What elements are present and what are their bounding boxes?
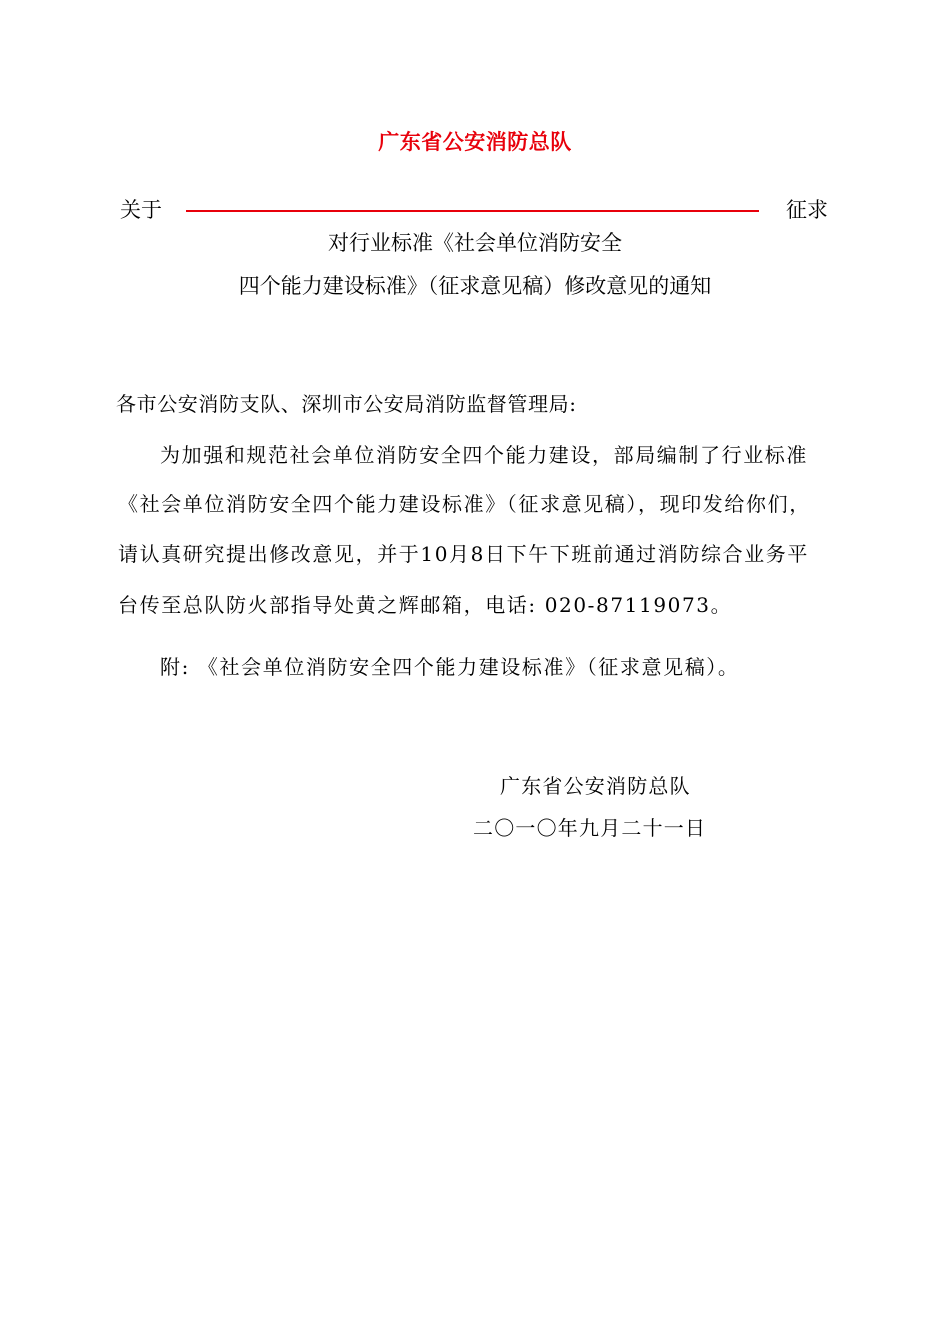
signature-organization: 广东省公安消防总队 <box>500 774 691 798</box>
subject-suffix: 征求 <box>786 198 828 222</box>
body-paragraph-line: 台传至总队防火部指导处黄之辉邮箱，电话: 020-87119073。 <box>118 593 733 617</box>
red-separator-line <box>186 210 759 212</box>
body-paragraph-line: 为加强和规范社会单位消防安全四个能力建设，部局编制了行业标准 <box>160 443 808 467</box>
subject-line-2: 四个能力建设标准》（征求意见稿）修改意见的通知 <box>238 274 712 298</box>
body-paragraph-line: 请认真研究提出修改意见，并于10月8日下午下班前通过消防综合业务平 <box>118 542 809 566</box>
signature-date: 二〇一〇年九月二十一日 <box>473 816 707 840</box>
issuer-title: 广东省公安消防总队 <box>378 129 572 154</box>
subject-line-1: 对行业标准《社会单位消防安全 <box>328 231 622 255</box>
attachment-note: 附: 《社会单位消防安全四个能力建设标准》（征求意见稿）。 <box>160 655 740 679</box>
salutation: 各市公安消防支队、深圳市公安局消防监督管理局: <box>116 392 577 416</box>
subject-prefix: 关于 <box>120 198 162 222</box>
body-paragraph-line: 《社会单位消防安全四个能力建设标准》（征求意见稿），现印发给你们， <box>118 492 811 516</box>
